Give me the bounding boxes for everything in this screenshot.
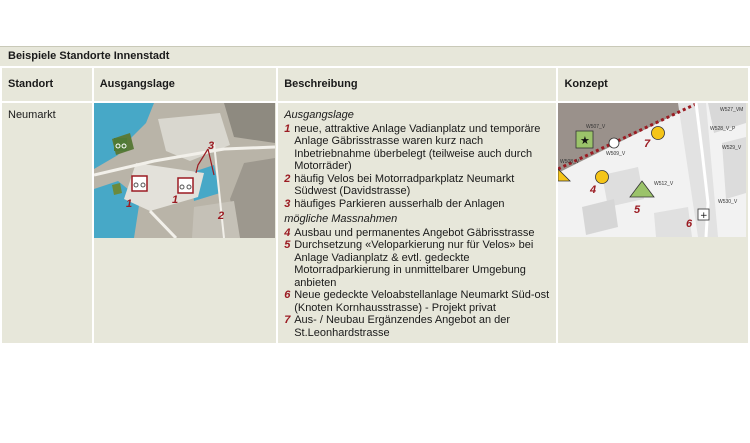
map-label: W507_V: [586, 124, 606, 130]
cell-standort: Neumarkt: [2, 103, 92, 343]
map-label: W529_V: [722, 145, 742, 151]
list-item: [284, 239, 552, 289]
item-number: 6: [284, 289, 291, 301]
item-number: 4: [284, 226, 291, 239]
item-number: 5: [284, 239, 291, 251]
bicycle-parking-icon: [698, 209, 709, 221]
map-marker-7: 7: [644, 138, 651, 150]
header-ausgangslage: Ausgangslage: [94, 68, 276, 103]
header-konzept: Konzept: [558, 68, 748, 103]
map-marker-5: 5: [634, 204, 641, 216]
item-number: 2: [284, 172, 291, 185]
item-text: häufiges Parkieren ausserhalb der Anlagen: [294, 197, 505, 210]
cell-beschreibung: [278, 103, 556, 343]
bicycle-parking-icon: [114, 138, 127, 151]
table-row: [2, 103, 748, 343]
item-number: 3: [284, 197, 291, 210]
standorte-section: [0, 46, 750, 343]
map-marker-4: 4: [590, 184, 597, 196]
bicycle-parking-icon: [132, 176, 147, 191]
list-item: [284, 173, 552, 198]
item-number: 1: [284, 122, 291, 135]
standorte-table: [0, 68, 750, 343]
item-text: häufig Velos bei Motorradparkplatz Neumarkt Südwest (Davidstrasse): [294, 172, 515, 197]
ausgangslage-heading: Ausgangslage: [284, 109, 354, 121]
header-beschreibung: Beschreibung: [278, 68, 556, 103]
item-text: Neue gedeckte Veloabstellanlage Neumarkt Süd-ost (Knoten Kornhausstrasse) - Projekt privat: [294, 289, 550, 314]
svg-text:★: ★: [580, 134, 591, 147]
section-caption: Beispiele Standorte Innenstadt: [0, 46, 750, 66]
map-label: W512_V: [654, 181, 674, 187]
cell-konzept: [558, 103, 748, 343]
map-label: W528_V_P: [710, 126, 736, 132]
bicycle-parking-icon: [178, 178, 193, 193]
item-text: Aus- / Neubau Ergänzendes Angebot an der St.Leonhardstrasse: [294, 314, 511, 339]
table-header-row: [2, 68, 748, 103]
massnahmen-heading: mögliche Massnahmen: [284, 213, 398, 225]
konzept-map: [558, 103, 746, 237]
list-item: [284, 123, 552, 173]
map-label: W508_V: [560, 159, 580, 165]
map-marker-6: 6: [686, 218, 693, 230]
map-marker-2: 2: [217, 210, 224, 222]
map-marker-1a: 1: [125, 198, 132, 210]
svg-text:+: +: [700, 211, 708, 221]
list-item: [284, 227, 552, 240]
cell-ausgangslage: [94, 103, 276, 343]
list-item: [284, 198, 552, 211]
map-label: W530_V: [718, 199, 738, 205]
item-text: Ausbau und permanentes Angebot Gäbrisstrasse: [294, 226, 535, 239]
header-standort: Standort: [2, 68, 92, 103]
item-text: Durchsetzung «Veloparkierung nur für Velos» bei Anlage Vadianplatz & evtl. gedeckte Motorradparkierung in unmittelbarer Umgebung anbieten: [294, 239, 534, 289]
map-label: W527_VM: [720, 107, 744, 113]
map-marker-1b: 1: [171, 194, 178, 206]
map-marker-3: 3: [207, 140, 214, 152]
list-item: [284, 289, 552, 314]
map-label: W509_V: [606, 151, 626, 157]
item-text: neue, attraktive Anlage Vadianplatz und temporäre Anlage Gäbrisstrasse waren kurz nach Inbetriebnahme überbelegt (teilweise auch durch Motorräder): [294, 122, 541, 172]
item-number: 7: [284, 314, 291, 326]
list-item: [284, 314, 552, 339]
ausgangslage-map: [94, 103, 275, 238]
